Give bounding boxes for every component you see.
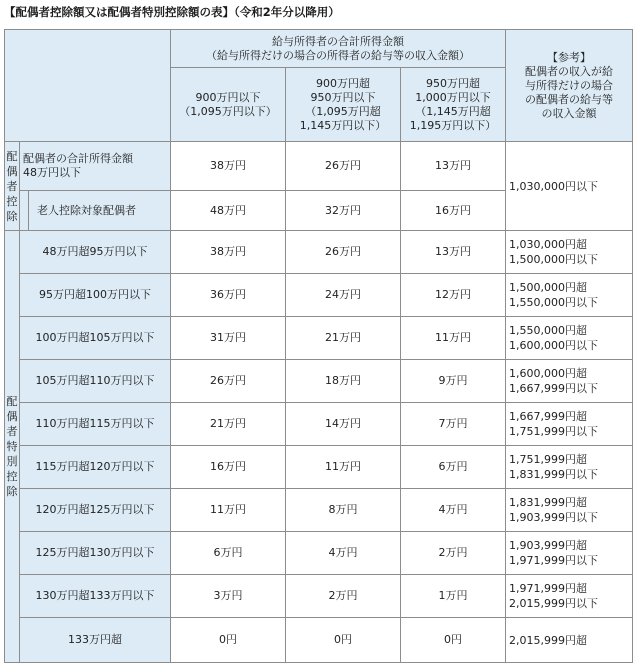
value-cell: 4万円 [286, 532, 401, 575]
value-cell: 38万円 [171, 142, 286, 191]
col2-header-line: 950万円以下 [310, 90, 376, 104]
value-cell: 8万円 [286, 489, 401, 532]
reference-line: 1,903,999円超 [509, 539, 588, 552]
income-range-label: 120万円超125万円以下 [20, 489, 171, 532]
reference-header-line: の収入金額 [541, 106, 597, 120]
reference-line: 1,903,999円以下 [509, 511, 599, 524]
col1-header [171, 68, 286, 142]
reference-cell [506, 489, 633, 532]
reference-line: 1,667,999円以下 [509, 382, 599, 395]
reference-cell [506, 403, 633, 446]
col2-header [286, 68, 401, 142]
value-cell: 4万円 [401, 489, 506, 532]
value-cell: 0円 [171, 618, 286, 663]
reference-line: 1,971,999円以下 [509, 554, 599, 567]
value-cell: 2万円 [286, 575, 401, 618]
col2-header-line: 1,145万円以下） [299, 118, 387, 132]
value-cell: 3万円 [171, 575, 286, 618]
special-deduction-text: 配 偶 者 特 別 控 除 [6, 395, 18, 498]
value-cell: 7万円 [401, 403, 506, 446]
reference-line: 1,500,000円以下 [509, 253, 599, 266]
value-cell: 26万円 [171, 360, 286, 403]
value-cell: 21万円 [171, 403, 286, 446]
table-row [5, 489, 633, 532]
value-cell: 48万円 [171, 191, 286, 231]
income-range-label: 115万円超120万円以下 [20, 446, 171, 489]
table-row [5, 575, 633, 618]
col1-header-line: 900万円以下 [195, 90, 261, 104]
spouse-main-label-line: 48万円以下 [23, 166, 81, 179]
table-row [5, 618, 633, 663]
value-cell: 11万円 [171, 489, 286, 532]
value-cell: 31万円 [171, 317, 286, 360]
value-cell: 36万円 [171, 274, 286, 317]
col3-header-line: （1,145万円超 [415, 104, 491, 118]
value-cell: 13万円 [401, 231, 506, 274]
value-cell: 24万円 [286, 274, 401, 317]
reference-line: 2,015,999円超 [509, 633, 588, 647]
income-range-label: 110万円超115万円以下 [20, 403, 171, 446]
value-cell: 1万円 [401, 575, 506, 618]
reference-cell [506, 317, 633, 360]
income-group-header [171, 30, 506, 68]
table-row [5, 317, 633, 360]
value-cell: 16万円 [171, 446, 286, 489]
reference-line: 1,600,000円以下 [509, 339, 599, 352]
value-cell: 9万円 [401, 360, 506, 403]
reference-cell [506, 532, 633, 575]
reference-line: 1,831,999円以下 [509, 468, 599, 481]
reference-header-line: の配偶者の給与等 [525, 92, 614, 106]
col3-header-line: 950万円超 [426, 76, 481, 90]
elderly-indent-cell [20, 191, 29, 231]
income-range-label: 133万円超 [20, 618, 171, 663]
col3-header-line: 1,000万円以下 [415, 90, 491, 104]
reference-line: 1,751,999円超 [509, 453, 588, 466]
income-range-label: 125万円超130万円以下 [20, 532, 171, 575]
reference-header-line: 【参考】 [547, 50, 592, 64]
income-range-label: 48万円超95万円以下 [20, 231, 171, 274]
value-cell: 11万円 [401, 317, 506, 360]
col2-header-line: （1,095万円超 [305, 104, 381, 118]
reference-line: 1,500,000円超 [509, 281, 588, 294]
spouse-deduction-label [5, 142, 20, 231]
spouse-deduction-text: 配 偶 者 控 除 [6, 149, 18, 223]
reference-cell [506, 231, 633, 274]
table-row [5, 274, 633, 317]
income-group-line-2: （給与所得だけの場合の所得者の給与等の収入金額） [206, 48, 471, 62]
value-cell: 38万円 [171, 231, 286, 274]
reference-line: 1,550,000円超 [509, 324, 588, 337]
value-cell: 2万円 [401, 532, 506, 575]
reference-cell [506, 360, 633, 403]
special-deduction-label [5, 231, 20, 663]
table-row [5, 231, 633, 274]
reference-header-line: 配偶者の収入が給 [525, 64, 614, 78]
reference-cell: 1,030,000円以下 [506, 142, 633, 231]
spouse-main-label [20, 142, 171, 191]
income-range-label: 130万円超133万円以下 [20, 575, 171, 618]
value-cell: 13万円 [401, 142, 506, 191]
income-range-label: 100万円超105万円以下 [20, 317, 171, 360]
income-range-label: 105万円超110万円以下 [20, 360, 171, 403]
corner-cell [5, 30, 171, 142]
value-cell: 11万円 [286, 446, 401, 489]
value-cell: 26万円 [286, 142, 401, 191]
elderly-label: 老人控除対象配偶者 [29, 191, 171, 231]
col1-header-line: （1,095万円以下） [179, 104, 277, 118]
value-cell: 21万円 [286, 317, 401, 360]
table-row [5, 532, 633, 575]
income-range-label: 95万円超100万円以下 [20, 274, 171, 317]
table-row [5, 403, 633, 446]
reference-cell [506, 575, 633, 618]
value-cell: 16万円 [401, 191, 506, 231]
spouse-main-label-line: 配偶者の合計所得金額 [23, 152, 133, 165]
value-cell: 14万円 [286, 403, 401, 446]
value-cell: 32万円 [286, 191, 401, 231]
col2-header-line: 900万円超 [316, 76, 371, 90]
col3-header-line: 1,195万円以下） [409, 118, 497, 132]
reference-line: 1,600,000円超 [509, 367, 588, 380]
reference-cell [506, 618, 633, 663]
reference-line: 1,550,000円以下 [509, 296, 599, 309]
reference-line: 1,831,999円超 [509, 496, 588, 509]
reference-header [506, 30, 633, 142]
reference-header-line: 与所得だけの場合 [525, 78, 614, 92]
col3-header [401, 68, 506, 142]
value-cell: 18万円 [286, 360, 401, 403]
reference-line: 1,667,999円超 [509, 410, 588, 423]
reference-cell [506, 274, 633, 317]
income-group-line-1: 給与所得者の合計所得金額 [272, 34, 405, 48]
value-cell: 6万円 [401, 446, 506, 489]
value-cell: 26万円 [286, 231, 401, 274]
value-cell: 6万円 [171, 532, 286, 575]
reference-cell [506, 446, 633, 489]
value-cell: 0円 [401, 618, 506, 663]
table-title: 【配偶者控除額又は配偶者特別控除額の表】（令和2年分以降用） [4, 5, 340, 19]
deduction-table [4, 29, 633, 663]
table-row [5, 446, 633, 489]
reference-line: 1,751,999円以下 [509, 425, 599, 438]
reference-line: 2,015,999円以下 [509, 597, 599, 610]
table-row [5, 360, 633, 403]
reference-line: 1,971,999円超 [509, 582, 588, 595]
value-cell: 12万円 [401, 274, 506, 317]
value-cell: 0円 [286, 618, 401, 663]
reference-line: 1,030,000円超 [509, 238, 588, 251]
